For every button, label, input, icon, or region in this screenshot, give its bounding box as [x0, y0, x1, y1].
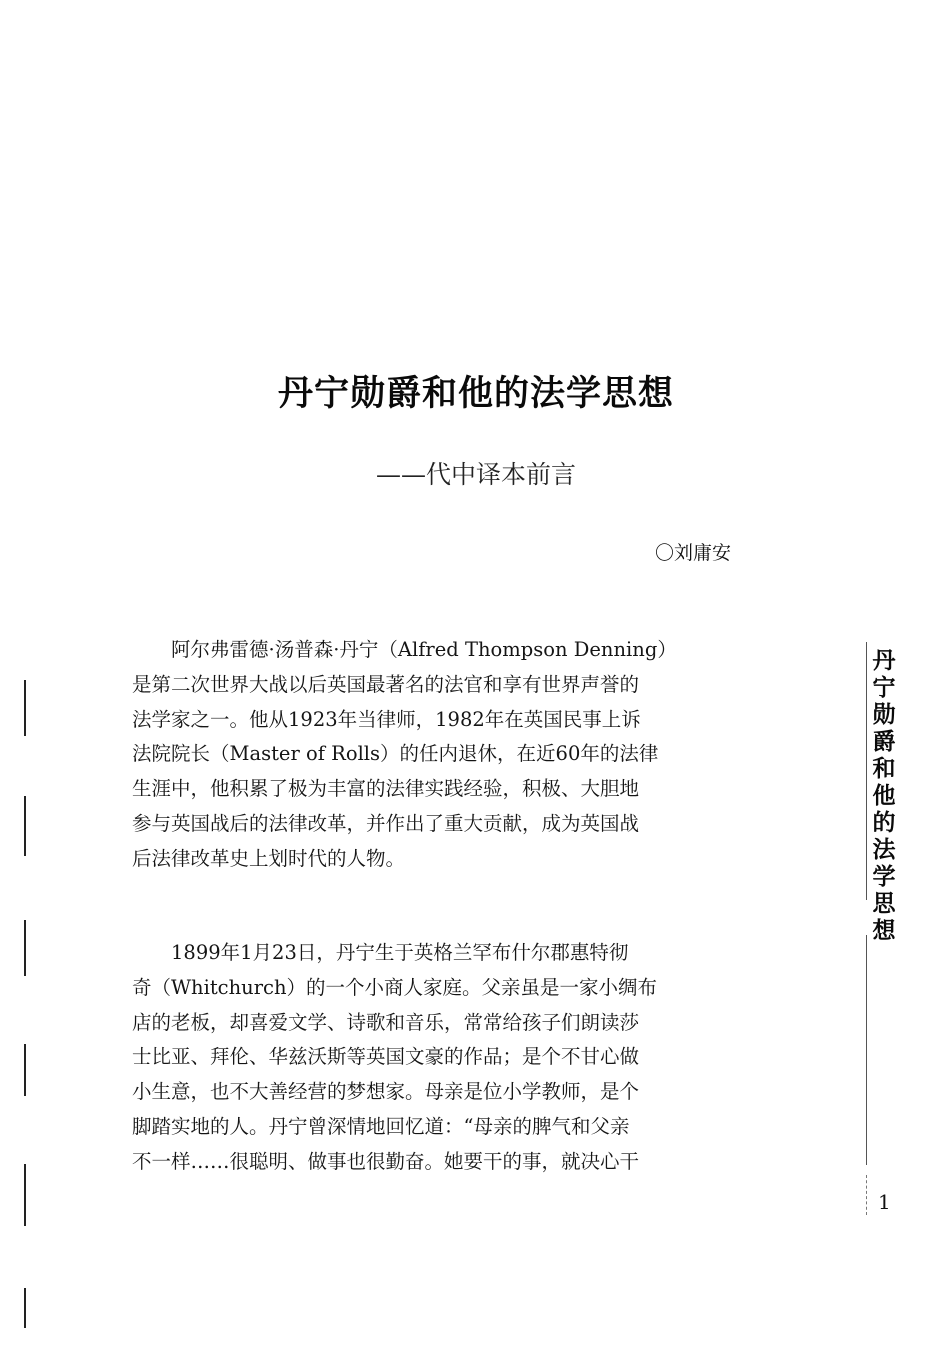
left-margin-mark — [24, 1044, 26, 1096]
text-line: 是第二次世界大战以后英国最著名的法官和享有世界声誉的 — [132, 672, 640, 696]
page-subtitle: ——代中译本前言 — [375, 460, 576, 489]
margin-rule — [866, 935, 868, 1165]
running-head-char: 想 — [872, 918, 896, 944]
text-line: 生涯中，他积累了极为丰富的法律实践经验，积极、大胆地 — [132, 777, 640, 801]
body-paragraph-2 — [132, 936, 812, 1180]
running-head-char: 的 — [872, 810, 896, 836]
author-byline: 〇刘庸安 — [655, 542, 732, 564]
text-line: 奇（Whitchurch）的一个小商人家庭。父亲虽是一家小绸布 — [132, 975, 658, 999]
text-line: 不一样……很聪明、做事也很勤奋。她要干的事，就决心干 — [132, 1149, 640, 1173]
running-head-char: 他 — [872, 783, 896, 809]
text-line: 阿尔弗雷德·汤普森·丹宁（Alfred Thompson Denning） — [171, 638, 677, 661]
text-line: 小生意，也不大善经营的梦想家。母亲是位小学教师，是个 — [132, 1080, 640, 1104]
text-line: 法学家之一。他从1923年当律师，1982年在英国民事上诉 — [132, 707, 641, 731]
left-margin-mark — [24, 1164, 26, 1226]
left-margin-mark — [24, 920, 26, 976]
running-head-char: 和 — [872, 756, 896, 782]
text-line: 法院院长（Master of Rolls）的任内退休，在近60年的法律 — [132, 742, 659, 766]
text-line: 参与英国战后的法律改革，并作出了重大贡献，成为英国战 — [132, 811, 640, 835]
text-line: 1899年1月23日，丹宁生于英格兰罕布什尔郡惠特彻 — [171, 941, 629, 964]
body-paragraph-1 — [132, 633, 812, 877]
page-number: 1 — [878, 1190, 891, 1214]
running-head-char: 宁 — [872, 675, 896, 701]
left-margin-mark — [24, 680, 26, 736]
running-head-char: 法 — [872, 837, 896, 863]
text-line: 脚踏实地的人。丹宁曾深情地回忆道：“母亲的脾气和父亲 — [132, 1114, 630, 1138]
running-head-char: 思 — [872, 891, 896, 917]
running-head-char: 勋 — [872, 702, 896, 728]
left-margin-mark — [24, 796, 26, 856]
running-head-char: 丹 — [872, 648, 896, 674]
text-line: 店的老板，却喜爱文学、诗歌和音乐，常常给孩子们朗读莎 — [132, 1010, 640, 1034]
running-head-char: 爵 — [872, 729, 896, 755]
left-margin-mark — [24, 1288, 26, 1328]
margin-rule — [866, 1175, 868, 1215]
text-line: 后法律改革史上划时代的人物。 — [132, 846, 406, 870]
running-head — [866, 648, 902, 945]
page-title: 丹宁勋爵和他的法学思想 — [277, 374, 674, 414]
text-line: 士比亚、拜伦、华兹沃斯等英国文豪的作品；是个不甘心做 — [132, 1045, 640, 1069]
running-head-char: 学 — [872, 864, 896, 890]
margin-rule — [866, 642, 868, 900]
